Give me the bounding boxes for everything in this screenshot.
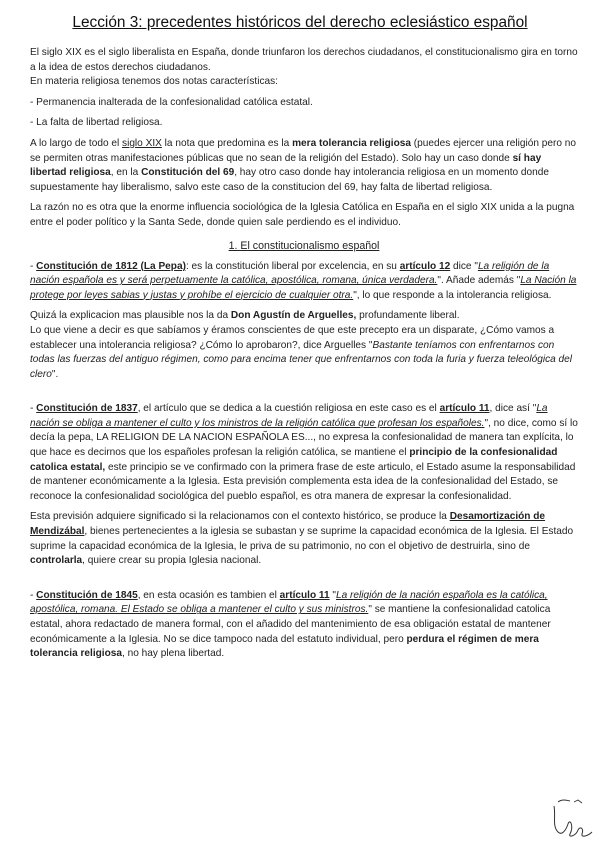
intro-line-1: El siglo XIX es el siglo liberalista en España, donde triunfaron los derechos ciudadanos, el constitucionalismo gira en torno a la idea de estos derechos ciudadanos. [30, 47, 578, 73]
libertad-religiosa-highlight: sí hay libertad religiosa [30, 152, 542, 179]
text-run: Esta previsión adquiere significado si la relacionamos con el contexto histórico, se produce la [30, 511, 450, 523]
intro-line-2: En materia religiosa tenemos dos notas características: [30, 76, 278, 88]
text-run: : es la constitución liberal por excelencia, en su [185, 260, 400, 272]
text-run: " [329, 589, 336, 601]
arguelles-name: Don Agustín de Arguelles, [230, 310, 357, 322]
arguelles-paragraph [30, 309, 578, 382]
arguelles-quote: Bastante teníamos con enfrentarnos con todas las fuerzas del antiguo régimen, como para encima tener que enfrentarnos con toda la furia y fuerza teleológica del clero [30, 339, 573, 380]
text-run: , en la [110, 167, 142, 179]
constitucion-1845-title: Constitución de 1845 [36, 589, 138, 601]
intro-bullet-2: - La falta de libertad religiosa. [30, 117, 163, 129]
text-run: A lo largo de todo el [30, 137, 123, 149]
intro-paragraph [30, 46, 578, 90]
article-12-quote: La religión de la nación española es y será perpetuamente la católica, apostólica, romana, única verdadera. [30, 260, 550, 287]
text-run: - [30, 589, 37, 601]
text-run: , dice así " [489, 403, 537, 415]
text-run: - [30, 260, 37, 272]
article-11-quote: La nación se obliga a mantener el culto y los ministros de la religión católica que profesan los españoles. [30, 403, 548, 429]
text-run: ". [51, 368, 59, 380]
text-run: " se mantiene la confesionalidad catolica estatal, ahora redactado de manera formal, con el añadido del mantenimiento de esa obligación estatal de mantener económicamente a la Iglesia. No se dice tampoco nada del estatuto individual, pero [30, 604, 551, 645]
intro-bullet-1: - Permanencia inalterada de la confesionalidad católica estatal. [30, 96, 313, 108]
text-run: este principio se ve confirmado con la primera frase de este articulo, el Estado asume la responsabilidad de mantener económicamente a la Iglesia. Esta previsión complementa esta idea de la confesionalidad del Estado, se reconoce la confesionalidad sociológica del pueblo español, es otra manera de expresar la confesionalidad. [30, 461, 576, 502]
desamortizacion-highlight: Desamortización de Mendizábal [30, 511, 546, 538]
text-run: , en esta ocasión es tambien el [137, 589, 280, 601]
constitucion-1837-title: Constitución de 1837 [36, 403, 138, 415]
nacion-protege-quote: La Nación la protege por leyes sabias y justas y prohíbe el ejercicio de cualquier otra. [30, 275, 577, 301]
text-run: , no hay plena libertad. [122, 648, 225, 660]
razon-paragraph: La razón no es otra que la enorme influencia sociológica de la Iglesia Católica en España en el siglo XIX unida a la pugna entre el poder político y la Santa Sede, donde quien sale perdiendo es el individuo. [30, 202, 575, 228]
text-run: , quiere crear su propia Iglesia nacional. [82, 555, 262, 567]
text-run: profundamente liberal. [356, 310, 460, 322]
text-run: ", lo que responde a la intolerancia religiosa. [353, 289, 552, 301]
controlarla-highlight: controlarla [30, 555, 83, 567]
articulo-12-highlight: artículo 12 [399, 260, 451, 272]
siglo-xix-paragraph [30, 137, 578, 195]
text-run: - [30, 403, 37, 415]
articulo-11-1845-highlight: artículo 11 [279, 589, 330, 601]
principio-confesionalidad-highlight: principio de la confesionalidad catolica estatal, [30, 447, 558, 473]
text-run: Quizá la explicacion mas plausible nos la da [30, 310, 231, 322]
text-run: (puedes ejercer una religión pero no se permiten otras manifestaciones públicas que no sean de la religión del Estado). Solo hay un caso donde [30, 137, 576, 164]
document-body [30, 46, 578, 662]
page-title: Lección 3: precedentes históricos del derecho eclesiástico español [72, 14, 528, 31]
constitucion-1845-paragraph [30, 589, 578, 662]
text-run: la nota que predomina es la [161, 137, 293, 149]
siglo-xix-highlight: siglo XIX [122, 137, 162, 149]
text-run: , bienes pertenecientes a la iglesia se subastan y se suprime la capacidad económica de la Iglesia. El Estado suprime la capacidad económica de la Iglesia, le priva de su patrimonio, no con el objetivo de destruirla, sino de [30, 526, 574, 552]
constitucion-1812-paragraph [30, 260, 578, 304]
article-11-1845-quote: La religión de la nación española es la católica, apostólica, romana. El Estado se obliga a mantener el culto y sus ministros. [30, 589, 548, 616]
text-run: Lo que viene a decir es que sabíamos y éramos conscientes de que este precepto era un disparate, ¿Cómo vamos a establecer una intolerancia religiosa? ¿Cómo lo aprobaron?, dice Arguelles " [30, 324, 555, 351]
constitucion-69-highlight: Constitución del 69 [141, 167, 235, 179]
text-run: ", no dice, como sí lo decía la pepa, LA RELIGION DE LA NACION ESPAÑOLA ES..., no expresa la confesionalidad de manera tan explícita, lo que hace es decirnos que los españoles profesan la religión católica, se mantiene el [30, 417, 578, 459]
text-run: , el artículo que se dedica a la cuestión religiosa en este caso es el [137, 403, 440, 415]
text-run: dice " [450, 260, 478, 272]
section-heading: 1. El constitucionalismo español [228, 239, 380, 252]
articulo-11-highlight: artículo 11 [439, 403, 490, 415]
constitucion-1812-title: Constitución de 1812 (La Pepa) [36, 260, 186, 272]
prevision-paragraph [30, 510, 578, 568]
perdura-regimen-highlight: perdura el régimen de mera tolerancia religiosa [30, 633, 539, 660]
constitucion-1837-paragraph [30, 402, 578, 504]
text-run: ". Añade además " [437, 275, 521, 287]
text-run: , hay otro caso donde hay intolerancia religiosa en un momento donde supuestamente hay liberalismo, salvo este caso de la constitucion del 69, hay falta de libertad religiosa. [30, 167, 549, 193]
signature-mark [548, 796, 596, 842]
mera-tolerancia-highlight: mera tolerancia religiosa [292, 137, 411, 149]
